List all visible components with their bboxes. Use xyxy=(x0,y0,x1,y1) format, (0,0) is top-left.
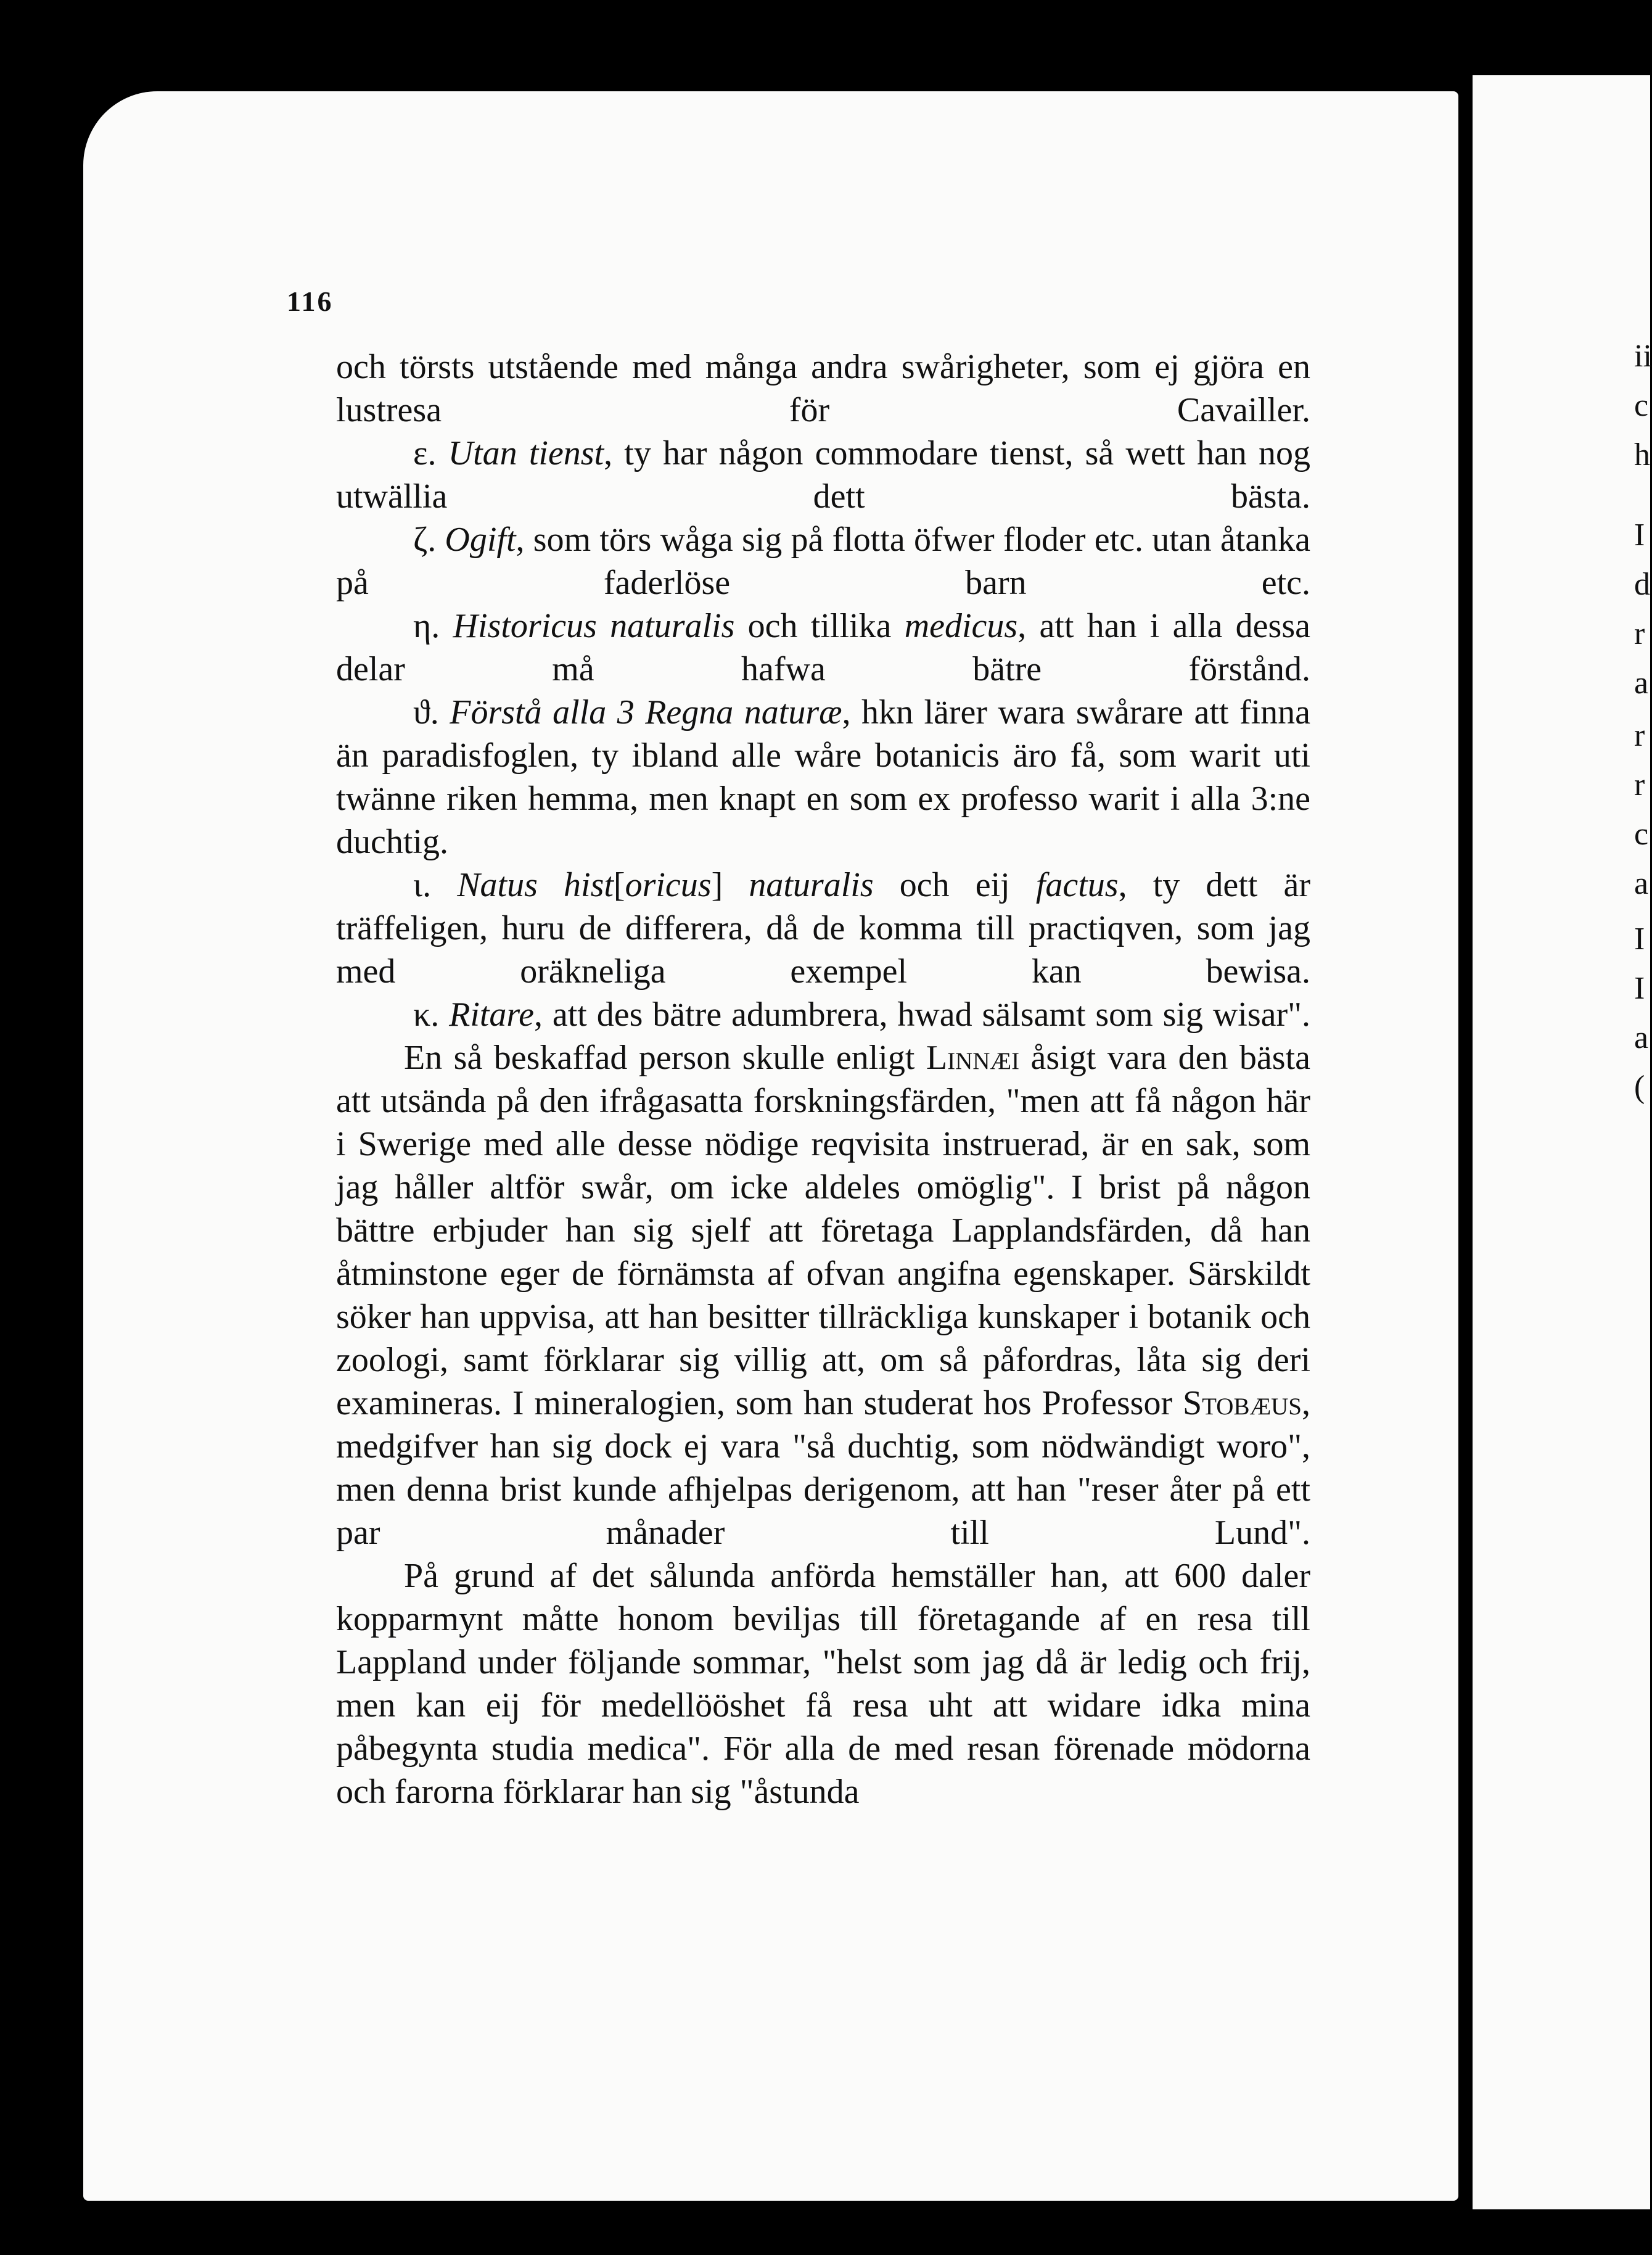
text-run: , som törs wåga sig på flotta öfwer floder etc. utan åtanka på faderlöse barn etc. xyxy=(336,521,1310,602)
small-caps-name: Stobæus xyxy=(1183,1384,1302,1422)
facing-page-letter: c xyxy=(1634,817,1649,852)
text-run: ι. xyxy=(413,866,458,904)
text-run: [ xyxy=(613,866,625,904)
facing-page-letter: ( xyxy=(1634,1070,1645,1105)
facing-page-edge xyxy=(1473,75,1650,2209)
text-run: , att han i alla dessa delar må hafwa bätre förstånd. xyxy=(336,607,1310,688)
text-run: , medgifver han sig dock ej vara "så duchtig, som nödwändigt woro", men denna brist kunde afhjelpas derigenom, att han "reser åter på ett par månader till Lund". xyxy=(336,1384,1310,1552)
italic-text: Ritare xyxy=(449,996,535,1034)
text-run: och eij xyxy=(873,866,1036,904)
text-run: η. xyxy=(413,607,453,645)
text-run: , att des bätre adumbrera, hwad sälsamt som sig wisar". xyxy=(534,996,1311,1034)
paragraph xyxy=(336,1036,1310,1554)
facing-page-letter: I xyxy=(1634,921,1645,957)
facing-page-letter: a xyxy=(1634,666,1649,701)
italic-text: factus xyxy=(1035,866,1119,904)
text-run: På grund af det sålunda anförda hemställer han, att 600 daler kopparmynt måtte honom beviljas till företagande af en resa till Lappland under följande sommar, "helst som jag då är ledig och frij, men kan eij för medellööshet få resa uht att widare idka mina påbegynta studia medica". För alla de med resan förenade mödorna och farorna förklarar han sig "åstunda xyxy=(336,1557,1310,1811)
page-number: 116 xyxy=(287,286,334,317)
italic-text: medicus xyxy=(904,607,1018,645)
text-run: ϑ. xyxy=(413,693,450,732)
text-run: κ. xyxy=(413,996,450,1034)
text-run: , ty dett är träffeligen, huru de differera, då de komma till practiqven, som jag med oräkneliga exempel kan bewisa. xyxy=(336,866,1310,991)
paragraph xyxy=(336,691,1310,864)
facing-page-letter: d xyxy=(1634,567,1650,602)
text-run: åsigt vara den bästa att utsända på den ifrågasatta forskningsfärden, "men att få någon här i Swerige med alle desse nödige reqvisita instruerad, är en sak, som jag håller altför swår, om icke aldeles omöglig". I brist på någon bättre erbjuder han sig sjelf att företaga Lapplandsfärden, då han åtminstone eger de förnämsta af ofvan angifna egenskaper. Särskildt söker han uppvisa, att han besitter tillräckliga kunskaper i botanik och zoologi, samt förklarar sig villig att, om så påfordras, låta sig deri examineras. I mineralogien, som han studerat hos Professor xyxy=(336,1039,1310,1422)
text-run: , ty har någon commodare tienst, så wett han nog utwällia dett bästa. xyxy=(336,434,1311,516)
facing-page-letter: a xyxy=(1634,1020,1649,1055)
paragraph xyxy=(336,345,1310,432)
facing-page-letter: I xyxy=(1634,971,1645,1006)
text-run: ζ. xyxy=(413,521,445,559)
facing-page-letter: ii xyxy=(1634,339,1652,374)
italic-text: Historicus naturalis xyxy=(453,607,735,645)
facing-page-letter: a xyxy=(1634,866,1649,901)
paragraph xyxy=(336,864,1310,993)
small-caps-name: Linnæi xyxy=(926,1039,1020,1077)
text-run: ε. xyxy=(413,434,448,472)
facing-page-letter: r xyxy=(1634,718,1645,753)
italic-text: naturalis xyxy=(749,866,874,904)
text-run: ] xyxy=(711,866,749,904)
italic-text: Förstå alla 3 Regna naturæ xyxy=(450,693,842,732)
facing-page-letter: r xyxy=(1634,616,1645,651)
paragraph xyxy=(336,518,1310,604)
facing-page-letter: h xyxy=(1634,437,1650,472)
text-run: och törsts utstående med många andra swårigheter, som ej gjöra en lustresa för Cavailler. xyxy=(336,348,1310,429)
italic-text: Ogift xyxy=(445,521,516,559)
italic-text: Utan tienst xyxy=(448,434,604,472)
paragraph xyxy=(336,432,1310,518)
facing-page-letter: r xyxy=(1634,767,1645,802)
text-run: , hkn lärer wara swårare att finna än paradisfoglen, ty ibland alle wåre botanicis äro få, som warit uti twänne riken hemma, men knapt en som ex professo warit i alla 3:ne duchtig. xyxy=(336,693,1311,861)
facing-page-letter: I xyxy=(1634,517,1645,553)
paragraph xyxy=(336,993,1310,1036)
italic-text: oricus xyxy=(625,866,712,904)
text-run: En så beskaffad person skulle enligt xyxy=(404,1039,926,1077)
paragraph xyxy=(336,604,1310,691)
text-run: och tillika xyxy=(734,607,905,645)
paragraph xyxy=(336,1554,1310,1813)
body-text xyxy=(336,345,1310,1813)
facing-page-letter: c xyxy=(1634,388,1649,423)
italic-text: Natus hist xyxy=(457,866,614,904)
